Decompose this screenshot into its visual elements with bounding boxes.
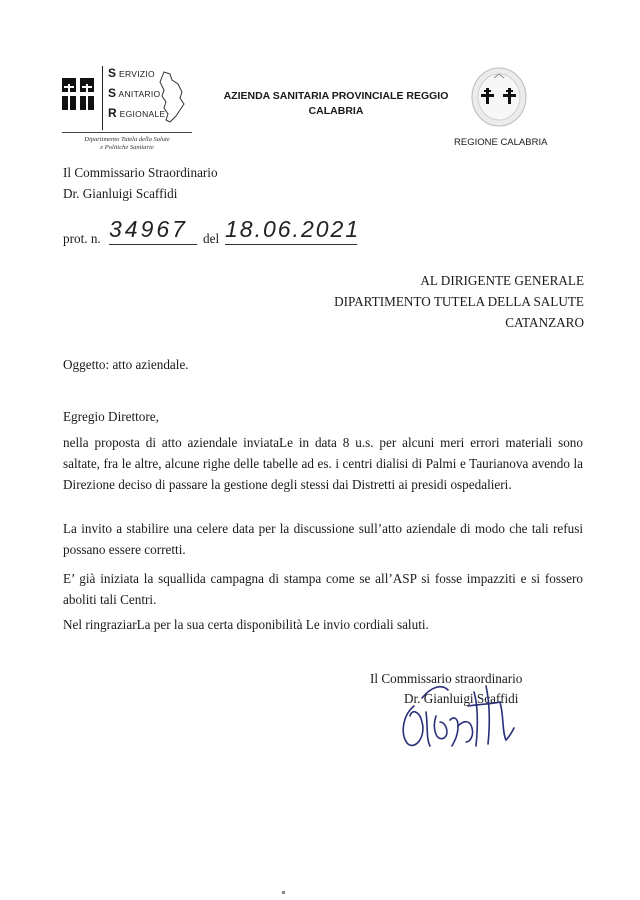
recipient-line-3: CATANZARO <box>505 315 584 330</box>
page-mark <box>282 891 285 894</box>
ssr-line-2: S ANITARIO <box>108 86 161 100</box>
ssr-divider <box>102 66 103 130</box>
paragraph-1: nella proposta di atto aziendale inviataLe in data 8 u.s. per alcuni meri errori materiali sono saltate, fra le altre, alcune righe delle tabelle ad es. i centri dialisi di Palmi e Taurianova avendo la Direzione deciso di passare la gestione degli stessi dai Distretti ai presidi ospedalieri. <box>63 435 583 492</box>
asp-title: AZIENDA SANITARIA PROVINCIALE REGGIO CALABRIA <box>223 90 449 117</box>
protocol-number-underline <box>109 244 197 245</box>
protocol-number: 34967 <box>109 216 188 242</box>
paragraph-3: E’ già iniziata la squallida campagna di stampa come se all’ASP si fosse impazziti e si fossero aboliti tali Centri. <box>63 571 583 607</box>
date-label: del <box>203 231 220 246</box>
regione-calabria-emblem-icon <box>470 66 528 128</box>
ssr-department: Dipartimento Tutela della Salute e Politiche Sanitarie <box>84 136 170 151</box>
calabria-map-icon <box>158 70 188 126</box>
paragraph-2: La invito a stabilire una celere data per la discussione sull’atto aziendale di modo che tali refusi possano essere corretti. <box>63 521 583 557</box>
recipient-line-1: AL DIRIGENTE GENERALE <box>420 273 584 288</box>
protocol-line <box>63 216 383 252</box>
ssr-line-1: S ERVIZIO <box>108 66 155 80</box>
recipient-block <box>300 270 584 333</box>
sender-block <box>63 162 218 204</box>
ssr-line-3: R EGIONALE <box>108 106 166 120</box>
ssr-cross-icon <box>62 78 98 114</box>
protocol-date: 18.06.2021 <box>225 216 361 242</box>
protocol-date-underline <box>225 244 357 245</box>
sender-name: Dr. Gianluigi Scaffidi <box>63 186 178 201</box>
subject: Oggetto: atto aziendale. <box>63 357 189 372</box>
sender-title: Il Commissario Straordinario <box>63 165 218 180</box>
ssr-underline <box>62 132 192 133</box>
handwritten-signature <box>392 676 532 756</box>
paragraph-4: Nel ringraziarLa per la sua certa disponibilità Le invio cordiali saluti. <box>63 617 429 632</box>
protocol-label: prot. n. <box>63 231 101 246</box>
closing-title: Il Commissario straordinario <box>370 671 523 686</box>
closing-name: Dr. Gianluigi Scaffidi <box>404 691 519 706</box>
region-name: REGIONE CALABRIA <box>454 137 548 148</box>
ssr-logo <box>62 66 212 154</box>
salutation: Egregio Direttore, <box>63 409 159 424</box>
recipient-line-2: DIPARTIMENTO TUTELA DELLA SALUTE <box>334 294 584 309</box>
